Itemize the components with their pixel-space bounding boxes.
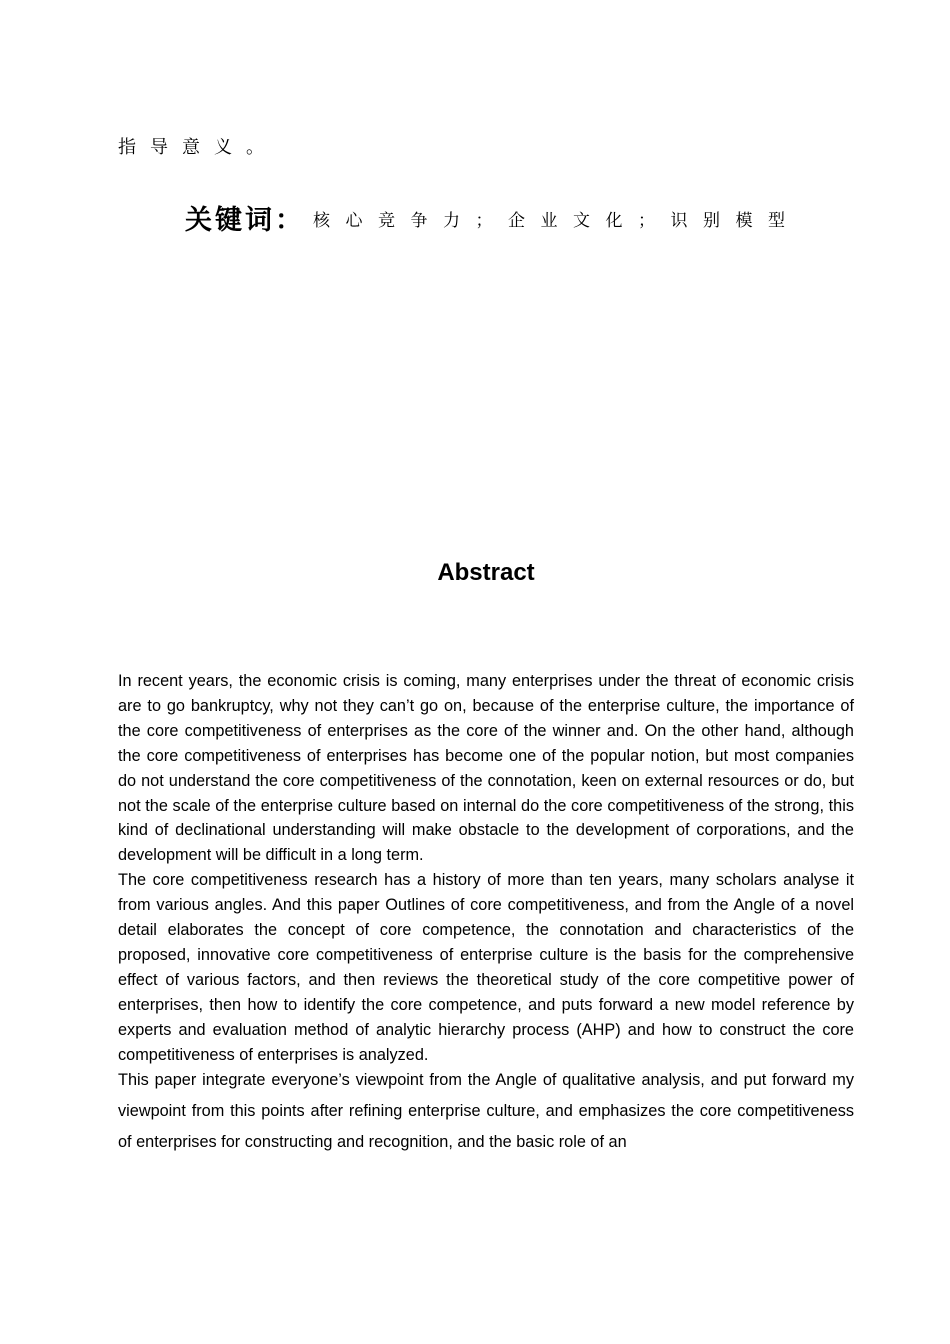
continuation-text: 指导意义。 bbox=[118, 137, 278, 158]
abstract-paragraph-1: In recent years, the economic crisis is coming, many enterprises under the threat of economic crisis are to go bankruptcy, why not they can’t go on, because of the enterprise culture, the importance of the core competitiveness of enterprises as the core of the winner and. On the other hand, although the core competitiveness of enterprises has become one of the popular notion, but most companies do not understand the core competitiveness of the connotation, keen on external resources or do, but not the scale of the enterprise culture based on internal do the core competitiveness of the strong, this kind of declinational understanding will make obstacle to the development of corporations, and the development will be difficult in a long term. bbox=[118, 672, 854, 865]
abstract-paragraph-3: This paper integrate everyone’s viewpoint from the Angle of qualitative analysis, and put forward my viewpoint from this points after refining enterprise culture, and emphasizes the core competitiveness of enterprises for constructing and recognition, and the basic role of an bbox=[118, 1070, 854, 1151]
keywords-line bbox=[185, 204, 801, 238]
keywords-values: 核心竞争力；企业文化；识别模型 bbox=[313, 211, 801, 231]
abstract-heading: Abstract bbox=[437, 559, 535, 586]
abstract-paragraph-2: The core competitiveness research has a history of more than ten years, many scholars analyse it from various angles. And this paper Outlines of core competitiveness, and from the Angle of a novel detail elaborates the concept of core competence, the connotation and characteristics of the proposed, innovative core competitiveness of enterprise culture is the basis for the comprehensive effect of various factors, and then reviews the theoretical study of the core competitive power of enterprises, then how to identify the core competence, and puts forward a new model reference by experts and evaluation method of analytic hierarchy process (AHP) and how to construct the core competitiveness of enterprises is analyzed. bbox=[118, 871, 854, 1064]
keywords-label: 关键词： bbox=[185, 205, 305, 236]
abstract-body bbox=[118, 669, 854, 1158]
